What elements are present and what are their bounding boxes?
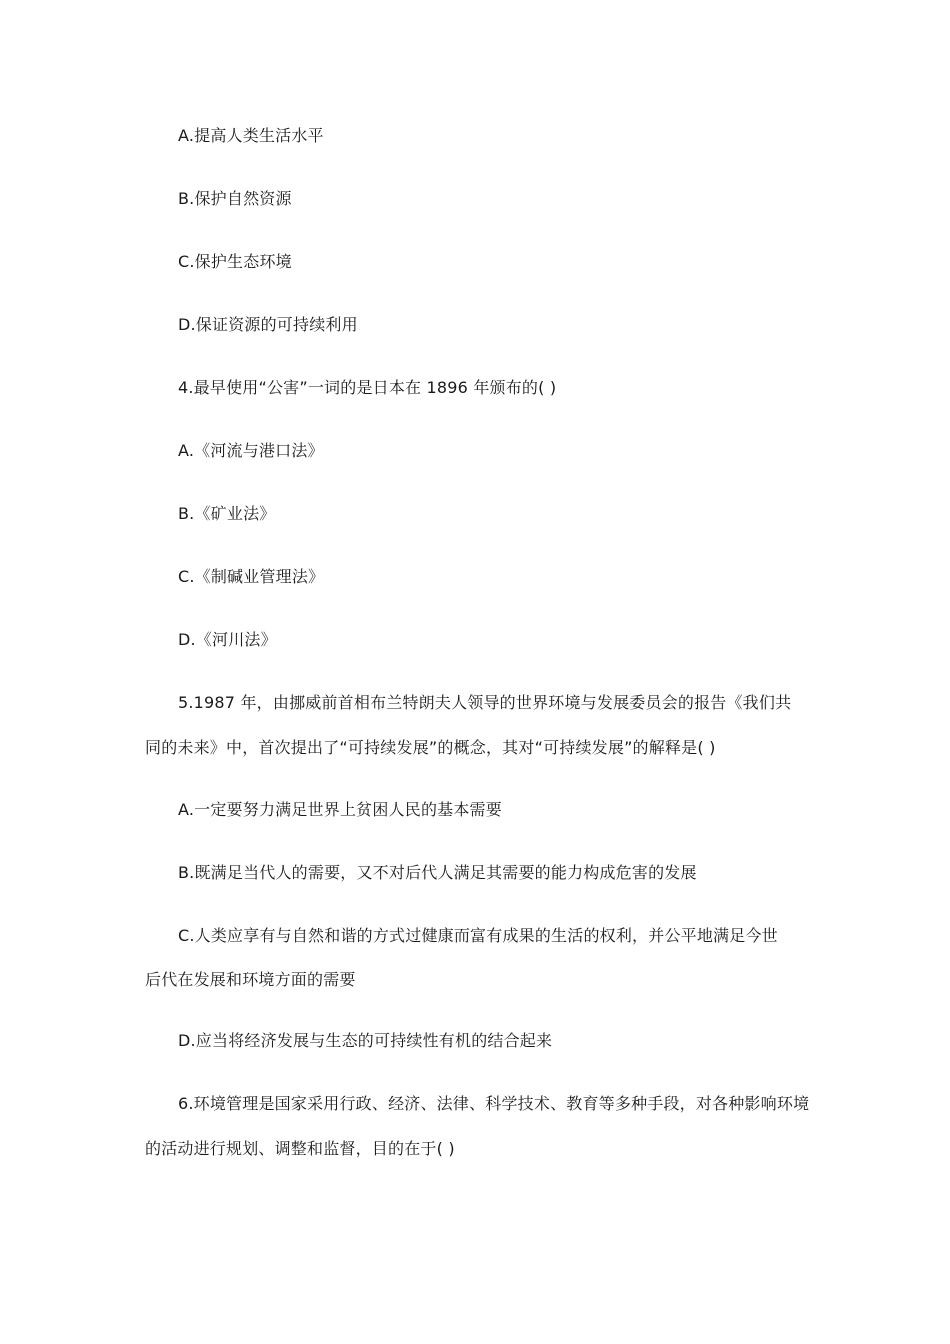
q6-stem-line1: 6.环境管理是国家采用行政、经济、法律、科学技术、教育等多种手段，对各种影响环境 [178,1094,810,1113]
q3-option-c: C.保护生态环境 [178,252,292,271]
q4-stem: 4.最早使用“公害”一词的是日本在 1896 年颁布的( ) [178,378,557,397]
q4-option-b: B.《矿业法》 [178,504,276,523]
q5-option-b: B.既满足当代人的需要，又不对后代人满足其需要的能力构成危害的发展 [178,863,697,882]
q5-option-c-line2: 后代在发展和环境方面的需要 [145,970,356,989]
q4-option-a: A.《河流与港口法》 [178,441,324,460]
q6-stem-line2: 的活动进行规划、调整和监督，目的在于( ) [145,1139,455,1158]
q3-option-d: D.保证资源的可持续利用 [178,315,358,334]
q5-option-d: D.应当将经济发展与生态的可持续性有机的结合起来 [178,1031,553,1050]
q3-option-b: B.保护自然资源 [178,189,292,208]
q5-stem-line2: 同的未来》中，首次提出了“可持续发展”的概念，其对“可持续发展”的解释是( ) [145,738,716,757]
q5-option-c-line1: C.人类应享有与自然和谐的方式过健康而富有成果的生活的权利，并公平地满足今世 [178,926,778,945]
q4-option-c: C.《制碱业管理法》 [178,567,325,586]
q3-option-a: A.提高人类生活水平 [178,126,324,145]
q5-option-a: A.一定要努力满足世界上贫困人民的基本需要 [178,800,502,819]
q5-stem-line1: 5.1987 年，由挪威前首相布兰特朗夫人领导的世界环境与发展委员会的报告《我们共 [178,693,792,712]
q4-option-d: D.《河川法》 [178,630,277,649]
